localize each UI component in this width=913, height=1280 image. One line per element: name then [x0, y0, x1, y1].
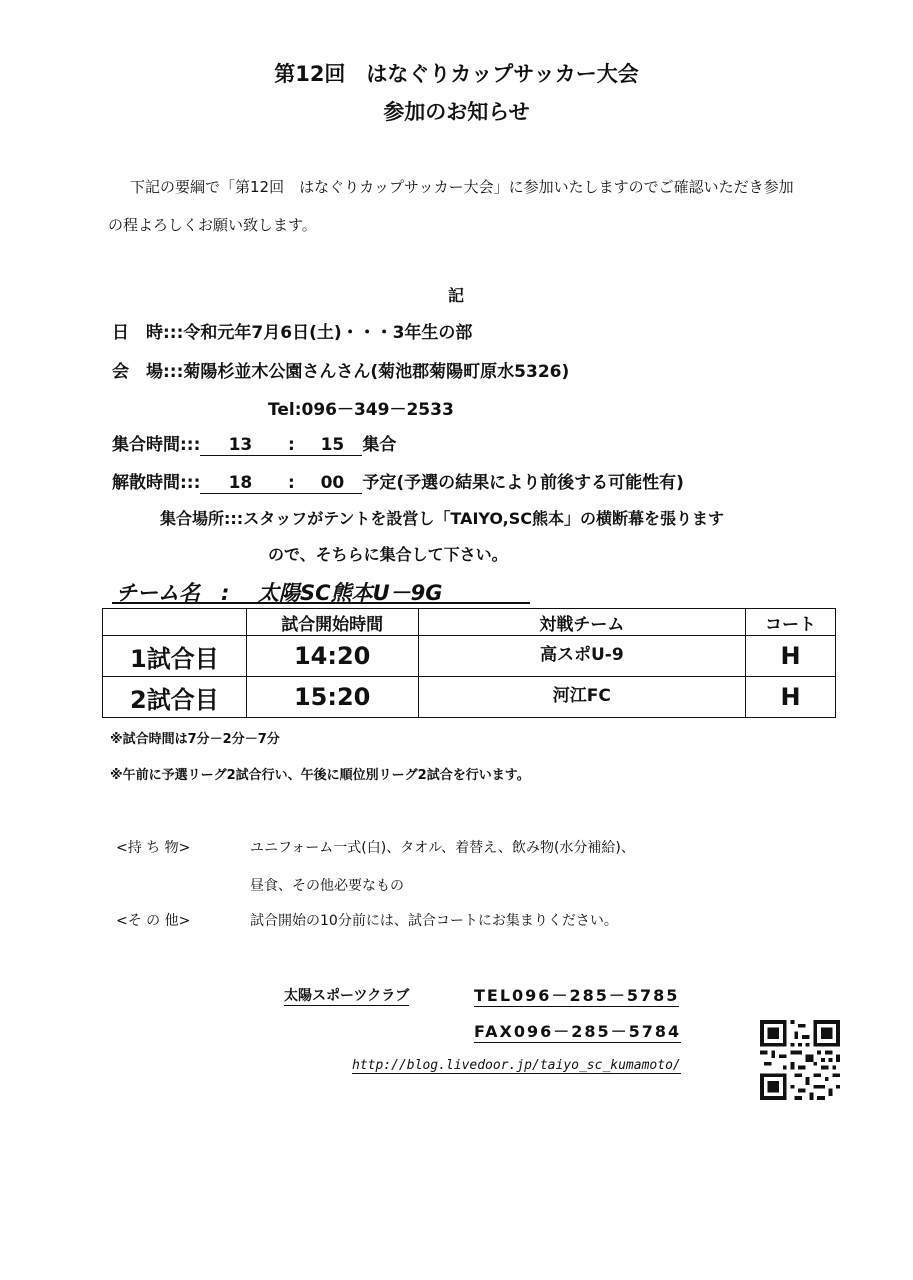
assembly-hour: 13	[200, 435, 280, 456]
header-match	[103, 609, 247, 636]
dismiss-sep: :	[280, 473, 302, 494]
match-opponent: 高スポU-9	[418, 636, 745, 677]
header-court: コート	[746, 609, 836, 636]
assembly-minute: 15	[302, 435, 362, 456]
team-name: 太陽SC熊本U－9G	[258, 581, 443, 605]
note-league-format: ※午前に予選リーグ2試合行い、午後に順位別リーグ2試合を行います。	[110, 768, 530, 783]
match-time: 14:20	[246, 636, 418, 677]
venue-value: 菊陽杉並木公園さんさん(菊池郡菊陽町原水5326)	[183, 362, 570, 382]
assembly-suffix: 集合	[362, 435, 397, 455]
belongings-line2: 昼食、その他必要なもの	[250, 878, 404, 894]
venue-row	[112, 357, 569, 382]
date-label: 日 時:::	[112, 323, 184, 343]
date-row	[112, 318, 472, 343]
intro-text: 下記の要綱で「第12回 はなぐりカップサッカー大会」に参加いたしますのでご確認いただき参加の程よろしくお願い致します。	[108, 178, 794, 234]
venue-label: 会 場:::	[112, 362, 184, 382]
table-header-row	[103, 609, 836, 636]
belongings-label: <持 ち 物>	[116, 840, 191, 856]
note-match-duration: ※試合時間は7分－2分－7分	[110, 732, 280, 747]
club-tel: TEL096－285－5785	[474, 983, 679, 1007]
match-label: 2試合目	[103, 677, 247, 718]
place-value: スタッフがテントを設営し「TAIYO,SC熊本」の横断幕を張ります	[243, 509, 725, 528]
assembly-row	[112, 430, 396, 456]
dismiss-hour: 18	[200, 473, 280, 494]
venue-tel: Tel:096－349－2533	[268, 400, 454, 420]
dismiss-row	[112, 468, 684, 494]
match-court: H	[746, 677, 836, 718]
match-opponent: 河江FC	[418, 677, 745, 718]
club-name: 太陽スポーツクラブ	[284, 985, 409, 1006]
table-row	[103, 677, 836, 718]
dismiss-minute: 00	[302, 473, 362, 494]
match-time: 15:20	[246, 677, 418, 718]
other-label: <そ の 他>	[116, 913, 191, 929]
club-fax: FAX096－285－5784	[474, 1019, 681, 1043]
match-label: 1試合目	[103, 636, 247, 677]
assembly-label: 集合時間:::	[112, 435, 201, 455]
dismiss-label: 解散時間:::	[112, 473, 201, 493]
team-label: チーム名 :	[116, 581, 230, 605]
dismiss-suffix: 予定(予選の結果により前後する可能性有)	[362, 473, 684, 493]
place-row	[160, 506, 724, 529]
qr-code-icon	[760, 1020, 840, 1100]
header-start-time: 試合開始時間	[246, 609, 418, 636]
club-url[interactable]: http://blog.livedoor.jp/taiyo_sc_kumamoto/	[352, 1058, 681, 1073]
other-text: 試合開始の10分前には、試合コートにお集まりください。	[250, 913, 618, 929]
place-label: 集合場所:::	[160, 509, 244, 528]
date-value: 令和元年7月6日(土)・・・3年生の部	[183, 323, 473, 343]
team-underline	[112, 602, 530, 604]
schedule-table	[102, 608, 836, 718]
table-row	[103, 636, 836, 677]
assembly-sep: :	[280, 435, 302, 456]
place-value-cont: ので、そちらに集合して下さい。	[268, 545, 508, 564]
ki-heading: 記	[448, 286, 465, 305]
header-opponent: 対戦チーム	[418, 609, 745, 636]
match-court: H	[746, 636, 836, 677]
page-title: 第12回 はなぐりカップサッカー大会	[274, 62, 639, 86]
belongings-line1: ユニフォーム一式(白)、タオル、着替え、飲み物(水分補給)、	[250, 840, 635, 856]
page-subtitle: 参加のお知らせ	[383, 100, 530, 124]
